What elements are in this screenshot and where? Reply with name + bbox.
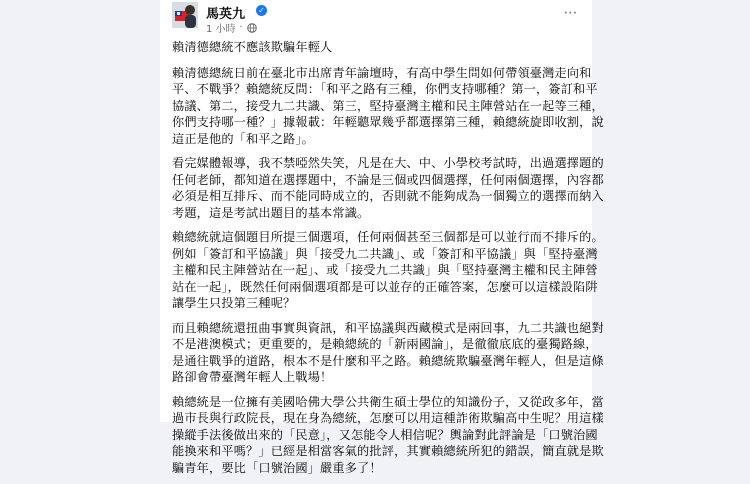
- post-paragraphs: [172, 65, 604, 477]
- more-options-icon[interactable]: ⋯: [563, 5, 579, 21]
- paragraph-line: 賴總統就這個題目所提三個選項，任何兩個甚至三個都是可以並行而不排斥的。: [172, 230, 604, 244]
- paragraph-line: 主權和民主陣營站在一起」、或「接受九二共識」與「堅持臺灣主權和民主陣營: [172, 263, 598, 277]
- paragraph-line: 是通往戰爭的道路，根本不是什麼和平之路。賴總統欺騙臺灣年輕人，但是這條: [172, 353, 604, 368]
- post-paragraph: [172, 320, 604, 386]
- paragraph-line: 騙青年，要比「口號治國」嚴重多了！: [172, 460, 382, 475]
- paragraph-line: 讓學生只投第三種呢？: [172, 296, 296, 310]
- post-paragraph: [172, 229, 604, 312]
- author-name[interactable]: 馬英九: [206, 7, 246, 22]
- post-paragraph: [172, 65, 604, 148]
- paragraph-line: 考題，這是考試出題目的基本常識。: [172, 205, 370, 220]
- paragraph-line: 路卻會帶臺灣年輕人上戰場！: [172, 370, 333, 384]
- globe-icon: [247, 23, 257, 33]
- paragraph-line: 不是港澳模式；更重要的，是賴總統的「新兩國論」，是徹徹底底的臺獨路線，: [172, 337, 598, 351]
- paragraph-line: 能換來和平嗎？」已經是相當客氣的批評，其實賴總統所犯的錯誤，簡直就是欺: [172, 444, 604, 458]
- post-paragraph: [172, 394, 604, 477]
- post-title: 賴清德總統不應該欺騙年輕人: [172, 40, 333, 54]
- paragraph-line: 站在一起」，既然任何兩個選項都是可以並存的正確答案，怎麼可以這樣設陷阱: [172, 279, 598, 294]
- author-avatar[interactable]: [172, 2, 198, 28]
- paragraph-line: 這正是他的「和平之路」。: [172, 131, 314, 146]
- paragraph-line: 平、不戰爭？賴總統反問：「和平之路有三種，你們支持哪種？第一，簽訂和平: [172, 82, 598, 96]
- paragraph-line: 操縱手法後做出來的「民意」，又怎能令人相信呢？輿論對此評論是「口號治國: [172, 427, 598, 442]
- post-meta: 1 小時 ·: [206, 20, 257, 35]
- paragraph-line: 賴總統是一位擁有美國哈佛大學公共衛生碩士學位的知識份子，又從政多年，當: [172, 394, 604, 409]
- post-card: [160, 0, 604, 475]
- post-time[interactable]: 1 小時: [206, 24, 236, 35]
- paragraph-line: 你們支持哪一種？」據報載：年輕聽眾幾乎都選擇第三種，賴總統旋即收割，說: [172, 115, 604, 129]
- paragraph-line: 過市長與行政院長，現在身為總統，怎麼可以用這種詐術欺騙高中生呢？用這樣: [172, 411, 604, 425]
- paragraph-line: 而且賴總統還扭曲事實與資訊，和平協議與西藏模式是兩回事，九二共識也絕對: [172, 320, 604, 335]
- flag-avatar-icon: [172, 2, 198, 28]
- paragraph-line: 協議、第二，接受九二共識、第三，堅持臺灣主權和民主陣營站在一起等三種，: [172, 98, 604, 113]
- post-body: [172, 39, 604, 484]
- verified-badge-icon: ✓: [256, 5, 267, 16]
- paragraph-line: 例如「簽訂和平協議」與「接受九二共識」、或「簽訂和平協議」與「堅持臺灣: [172, 246, 598, 261]
- post-header: [172, 2, 582, 36]
- paragraph-line: 賴清德總統日前在臺北市出席青年論壇時，有高中學生問如何帶領臺灣走向和: [172, 65, 592, 80]
- paragraph-line: 必須是相互排斥、而不能同時成立的，否則就不能夠成為一個獨立的選擇而納入: [172, 189, 604, 203]
- paragraph-line: 任何老師，都知道在選擇題中，不論是三個或四個選擇，任何兩個選擇，內容都: [172, 172, 604, 187]
- paragraph-line: 看完媒體報導，我不禁啞然失笑，凡是在大、中、小學校考試時，出過選擇題的: [172, 156, 604, 170]
- post-paragraph: [172, 155, 604, 221]
